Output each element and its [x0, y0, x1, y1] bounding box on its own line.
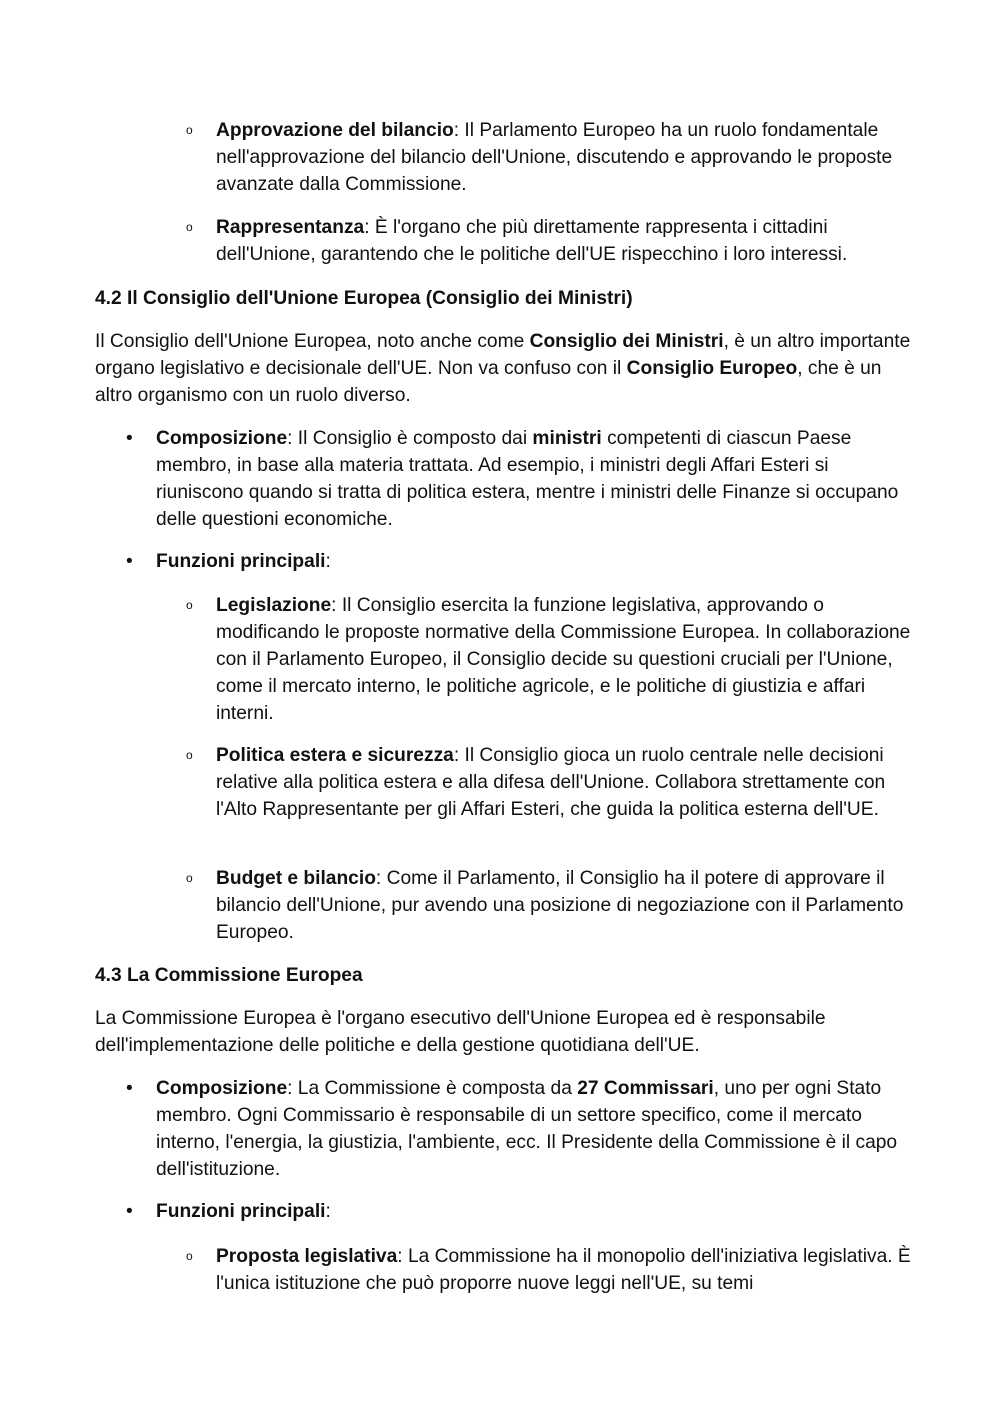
bullet-composizione-consiglio	[126, 425, 916, 533]
sub-item-legislazione	[186, 592, 916, 727]
item-text: : La Commissione ha il monopolio dell'iniziativa legislativa. È l'unica istituzione che può proporre nuove leggi nell'UE, su temi	[216, 1246, 911, 1294]
text: , uno per ogni Stato membro. Ogni Commissario è responsabile di un settore specifico, come il mercato interno, l'energia, la giustizia, l'ambiente, ecc. Il Presidente della Commissione è il capo dell'istituzione.	[156, 1078, 898, 1180]
sub-bullet-marker: o	[186, 123, 193, 137]
sub-item-proposta-legislativa	[186, 1243, 916, 1297]
term: Proposta legislativa	[216, 1246, 398, 1267]
section-heading-4-3: 4.3 La Commissione Europea	[95, 965, 363, 986]
sub-item-approvazione-bilancio	[186, 117, 916, 198]
item-text: : Il Consiglio esercita la funzione legislativa, approvando o modificando le proposte normative della Commissione Europea. In collaborazione con il Parlamento Europeo, il Consiglio decide su questioni cruciali per l'Unione, come il mercato interno, le politiche agricole, e le politiche di giustizia e affari interni.	[216, 595, 911, 724]
sub-bullet-marker: o	[186, 598, 193, 612]
term: Funzioni principali	[156, 1201, 326, 1222]
paragraph-consiglio	[95, 328, 915, 409]
sub-bullet-marker: o	[186, 748, 193, 762]
sub-item-rappresentanza	[186, 214, 916, 268]
bold-text: 27 Commissari	[577, 1078, 714, 1099]
text: competenti di ciascun Paese membro, in base alla materia trattata. Ad esempio, i ministri degli Affari Esteri si riuniscono quando si tratta di politica estera, mentre i ministri delle Finanze si occupano delle questioni economiche.	[156, 428, 899, 530]
term: Funzioni principali	[156, 551, 326, 572]
bold-text: ministri	[532, 428, 602, 449]
item-text: : Il Parlamento Europeo ha un ruolo fondamentale nell'approvazione del bilancio dell'Unione, discutendo e approvando le proposte avanzate dalla Commissione.	[216, 120, 893, 195]
text: :	[325, 551, 331, 572]
term: Composizione	[156, 428, 288, 449]
text: , che è un altro organismo con un ruolo diverso.	[95, 358, 882, 406]
sub-bullet-marker: o	[186, 871, 193, 885]
bold-text: Consiglio dei Ministri	[529, 331, 724, 352]
item-text: : Come il Parlamento, il Consiglio ha il potere di approvare il bilancio dell'Unione, pur avendo una posizione di negoziazione con il Parlamento Europeo.	[216, 868, 904, 943]
term: Approvazione del bilancio	[216, 120, 454, 141]
section-heading-4-2: 4.2 Il Consiglio dell'Unione Europea (Consiglio dei Ministri)	[95, 288, 633, 309]
text: : Il Consiglio è composto dai	[287, 428, 533, 449]
term: Legislazione	[216, 595, 332, 616]
paragraph-commissione: La Commissione Europea è l'organo esecutivo dell'Unione Europea ed è responsabile dell'implementazione delle politiche e della gestione quotidiana dell'UE.	[95, 1008, 826, 1056]
bullet-marker: •	[126, 1078, 133, 1099]
term: Politica estera e sicurezza	[216, 745, 454, 766]
bullet-funzioni-commissione	[126, 1198, 916, 1225]
sub-item-politica-estera	[186, 742, 916, 823]
term: Rappresentanza	[216, 217, 365, 238]
item-text: : Il Consiglio gioca un ruolo centrale nelle decisioni relative alla politica estera e alla difesa dell'Unione. Collabora strettamente con l'Alto Rappresentante per gli Affari Esteri, che guida la politica esterna dell'UE.	[216, 745, 886, 820]
text: , è un altro importante organo legislativo e decisionale dell'UE. Non va confuso con il	[95, 331, 911, 379]
text: : La Commissione è composta da	[287, 1078, 578, 1099]
term: Budget e bilancio	[216, 868, 376, 889]
bullet-composizione-commissione	[126, 1075, 916, 1183]
bullet-marker: •	[126, 551, 133, 572]
sub-item-budget-bilancio	[186, 865, 916, 946]
sub-bullet-marker: o	[186, 1249, 193, 1263]
bullet-funzioni-consiglio	[126, 548, 916, 575]
bullet-marker: •	[126, 428, 133, 449]
text: :	[325, 1201, 331, 1222]
bold-text: Consiglio Europeo	[626, 358, 798, 379]
term: Composizione	[156, 1078, 288, 1099]
sub-bullet-marker: o	[186, 220, 193, 234]
item-text: : È l'organo che più direttamente rappresenta i cittadini dell'Unione, garantendo che le politiche dell'UE rispecchino i loro interessi.	[216, 217, 848, 265]
bullet-marker: •	[126, 1201, 133, 1222]
text: Il Consiglio dell'Unione Europea, noto anche come	[95, 331, 530, 352]
